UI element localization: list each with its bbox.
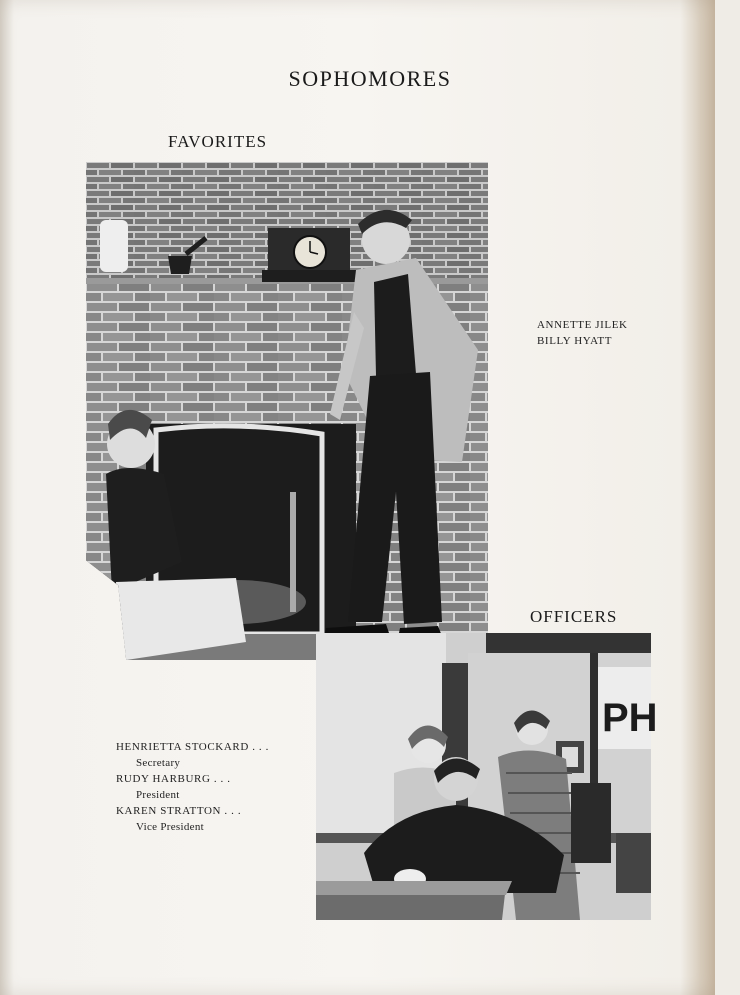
officer-role: President: [136, 789, 180, 801]
officer-name: KAREN STRATTON . . .: [116, 805, 242, 817]
page-title: SOPHOMORES: [288, 66, 452, 91]
officer-role: Secretary: [136, 757, 181, 769]
favorites-names: [537, 317, 628, 349]
vase-shape: [100, 220, 128, 272]
officer-role: Vice President: [136, 821, 204, 833]
officer-name: HENRIETTA STOCKARD . . .: [116, 741, 269, 753]
sign-text: PH: [602, 696, 658, 740]
favorite-name: BILLY HYATT: [537, 335, 613, 347]
favorite-name: ANNETTE JILEK: [537, 319, 628, 331]
officers-list: [116, 739, 269, 835]
favorites-photo: [86, 162, 488, 660]
officers-heading: OFFICERS: [530, 607, 618, 626]
officer-name: RUDY HARBURG . . .: [116, 773, 231, 785]
officers-photo: [316, 633, 658, 920]
favorites-heading: FAVORITES: [168, 132, 268, 151]
